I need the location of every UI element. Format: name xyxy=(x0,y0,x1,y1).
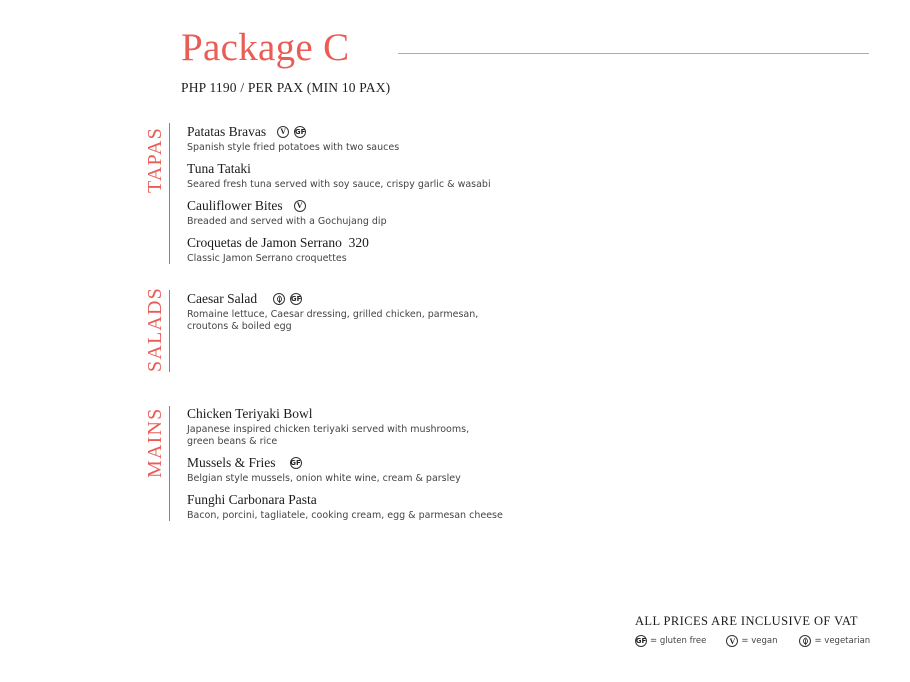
menu-item-cauliflower-bites xyxy=(187,198,587,228)
item-description: Romaine lettuce, Caesar dressing, grilled chicken, parmesan, croutons & boiled egg xyxy=(187,309,479,332)
legend-text: = vegetarian xyxy=(814,636,871,646)
dietary-legend xyxy=(635,635,870,647)
vegan-icon: V xyxy=(726,635,738,647)
vegan-icon: V xyxy=(277,126,289,138)
item-name: Mussels & Fries xyxy=(187,455,276,470)
item-name: Cauliflower Bites xyxy=(187,198,283,213)
menu-item-croquetas xyxy=(187,235,587,265)
legend-vegan xyxy=(726,635,777,647)
menu-item-patatas-bravas xyxy=(187,124,587,154)
legend-text: = vegan xyxy=(741,636,778,646)
gluten-free-icon: GF xyxy=(294,128,306,136)
gluten-free-icon: GF xyxy=(290,459,301,467)
section-label-tapas: TAPAS xyxy=(144,127,166,193)
package-price: PHP 1190 / PER PAX (MIN 10 PAX) xyxy=(181,80,391,95)
legend-gluten-free xyxy=(635,635,706,647)
menu-item-mussels-fries xyxy=(187,455,587,485)
menu-item-caesar-salad xyxy=(187,291,587,333)
item-name: Caesar Salad xyxy=(187,291,258,306)
legend-vegetarian xyxy=(799,635,870,647)
item-name: Chicken Teriyaki Bowl xyxy=(187,406,313,421)
section-label-mains: MAINS xyxy=(144,407,166,478)
item-name: Patatas Bravas xyxy=(187,124,267,139)
item-description: Japanese inspired chicken teriyaki served with mushrooms, green beans & rice xyxy=(187,424,470,447)
gluten-free-icon: GF xyxy=(635,637,647,645)
item-description: Classic Jamon Serrano croquettes xyxy=(187,253,347,264)
vegetarian-icon xyxy=(799,635,811,647)
page-title: Package C xyxy=(181,26,350,69)
item-name: Tuna Tataki xyxy=(187,161,251,176)
vegan-icon: V xyxy=(294,200,306,212)
menu-item-funghi-carbonara xyxy=(187,492,587,522)
item-name: Funghi Carbonara Pasta xyxy=(187,492,317,507)
item-description: Seared fresh tuna served with soy sauce, crispy garlic & wasabi xyxy=(187,179,491,190)
vegetarian-icon xyxy=(273,293,285,305)
vat-note: ALL PRICES ARE INCLUSIVE OF VAT xyxy=(635,614,858,628)
item-description: Breaded and served with a Gochujang dip xyxy=(187,216,387,227)
section-divider-tapas xyxy=(169,123,170,264)
section-divider-salads xyxy=(169,290,170,372)
legend-text: = gluten free xyxy=(650,636,707,646)
section-label-salads: SALADS xyxy=(144,287,166,372)
item-description: Belgian style mussels, onion white wine, cream & parsley xyxy=(187,473,461,484)
item-description: Spanish style fried potatoes with two sauces xyxy=(187,142,400,153)
section-divider-mains xyxy=(169,406,170,521)
gluten-free-icon: GF xyxy=(290,295,302,303)
menu-item-tuna-tataki xyxy=(187,161,587,191)
menu-item-chicken-teriyaki xyxy=(187,406,587,448)
title-divider xyxy=(398,53,869,54)
item-description: Bacon, porcini, tagliatele, cooking cream, egg & parmesan cheese xyxy=(187,510,503,521)
item-name: Croquetas de Jamon Serrano 320 xyxy=(187,235,369,250)
